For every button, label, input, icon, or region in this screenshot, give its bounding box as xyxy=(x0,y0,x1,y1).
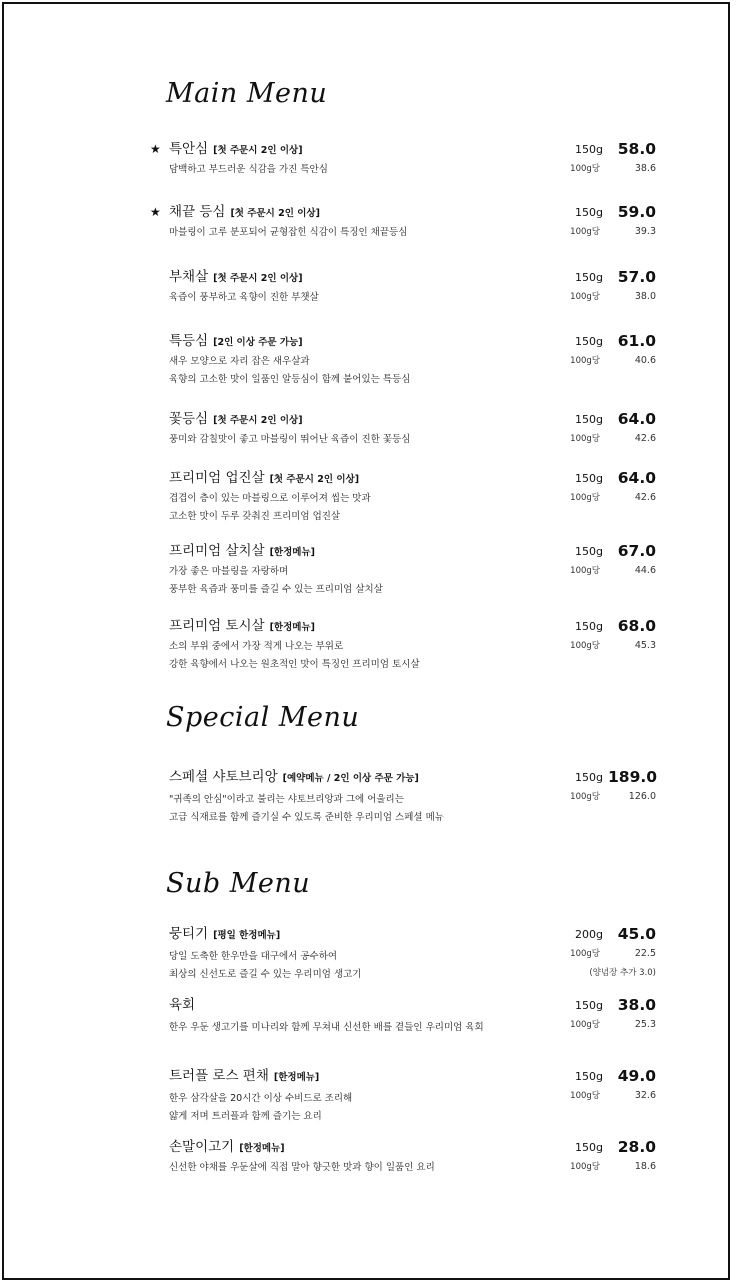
item-name: 프리미엄 토시살 [한정메뉴] xyxy=(169,618,315,634)
item-description: 최상의 신선도로 즐길 수 있는 우리미엄 생고기 xyxy=(169,969,362,980)
item-tag: [첫 주문시 2인 이상] xyxy=(230,208,320,219)
item-weight: 150g xyxy=(575,413,603,426)
item-weight: 150g xyxy=(575,771,603,784)
item-price: 68.0 xyxy=(617,617,656,635)
item-name: 스페셜 샤토브리앙 [예약메뉴 / 2인 이상 주문 가능] xyxy=(169,769,419,785)
item-description: 얇게 저며 트러플과 함께 즐기는 요리 xyxy=(169,1111,322,1122)
item-unit-price: 32.6 xyxy=(634,1090,656,1101)
item-weight: 150g xyxy=(575,143,603,156)
item-name: 채끝 등심 [첫 주문시 2인 이상] xyxy=(169,204,320,220)
item-unit-price: 44.6 xyxy=(634,565,656,576)
item-name: 트러플 로스 편채 [한정메뉴] xyxy=(169,1068,320,1084)
item-tag: [첫 주문시 2인 이상] xyxy=(269,474,360,485)
item-unit-price: 45.3 xyxy=(634,640,656,651)
item-weight: 150g xyxy=(575,271,603,284)
item-unit: 100g당 xyxy=(570,1162,600,1172)
item-name: 뭉티기 [평일 한정메뉴] xyxy=(169,926,281,942)
item-tag: [첫 주문시 2인 이상] xyxy=(213,415,303,426)
item-unit-price: 39.3 xyxy=(634,226,656,237)
item-description: 당일 도축한 한우만을 대구에서 공수하여 xyxy=(169,951,338,962)
item-name: 프리미엄 업진살 [첫 주문시 2인 이상] xyxy=(169,470,360,486)
item-weight: 150g xyxy=(575,472,603,485)
item-unit-price: 25.3 xyxy=(634,1019,656,1030)
item-unit-price: 42.6 xyxy=(634,433,656,444)
item-description: 가장 좋은 마블링을 자랑하며 xyxy=(169,566,289,577)
item-price: 45.0 xyxy=(617,925,656,943)
item-name: 특안심 [첫 주문시 2인 이상] xyxy=(169,141,303,157)
item-unit: 100g당 xyxy=(570,356,600,366)
item-price: 61.0 xyxy=(617,332,656,350)
item-weight: 150g xyxy=(575,999,603,1012)
item-unit-price: 38.6 xyxy=(634,163,656,174)
item-name: 프리미엄 살치살 [한정메뉴] xyxy=(169,543,315,559)
item-unit: 100g당 xyxy=(570,292,600,302)
item-weight: 150g xyxy=(575,1141,603,1154)
item-description: 겹겹이 층이 있는 마블링으로 이루어져 씹는 맛과 xyxy=(169,493,371,504)
item-description: 한우 삼각살을 20시간 이상 수비드로 조리해 xyxy=(169,1093,353,1104)
item-weight: 200g xyxy=(575,928,603,941)
item-unit-price: 42.6 xyxy=(634,492,656,503)
item-unit: 100g당 xyxy=(570,434,600,444)
star-icon: ★ xyxy=(150,142,161,156)
item-description: "귀족의 안심"이라고 불리는 샤토브리앙과 그에 어울리는 xyxy=(169,794,404,805)
item-unit-price: 40.6 xyxy=(634,355,656,366)
item-description: 풍부한 육즙과 풍미를 즐길 수 있는 프리미엄 살치살 xyxy=(169,584,383,595)
item-price: 64.0 xyxy=(617,410,656,428)
item-price: 38.0 xyxy=(617,996,656,1014)
item-price: 59.0 xyxy=(617,203,656,221)
item-unit: 100g당 xyxy=(570,227,600,237)
item-weight: 150g xyxy=(575,335,603,348)
item-description: 강한 육향에서 나오는 원초적인 맛이 특징인 프리미엄 토시살 xyxy=(169,659,420,670)
item-description: 신선한 야채를 우둔살에 직접 말아 향긋한 맛과 향이 일품인 요리 xyxy=(169,1162,435,1173)
star-icon: ★ xyxy=(150,205,161,219)
item-description: 육즙이 풍부하고 육향이 진한 부챗살 xyxy=(169,292,319,303)
item-unit: 100g당 xyxy=(570,493,600,503)
item-description: 마블링이 고루 분포되어 균형잡힌 식감이 특징인 채끝등심 xyxy=(169,227,408,238)
item-tag: [한정메뉴] xyxy=(273,1072,320,1083)
item-tag: [2인 이상 주문 가능] xyxy=(213,337,303,348)
item-price: 67.0 xyxy=(617,542,656,560)
item-unit-price: 18.6 xyxy=(634,1161,656,1172)
item-tag: [첫 주문시 2인 이상] xyxy=(213,145,303,156)
item-tag: [첫 주문시 2인 이상] xyxy=(213,273,303,284)
item-unit-price: 22.5 xyxy=(634,948,656,959)
item-tag: [예약메뉴 / 2인 이상 주문 가능] xyxy=(282,773,419,784)
item-description: 담백하고 부드러운 식감을 가진 특안심 xyxy=(169,164,328,175)
item-description: 한우 우둔 생고기를 미나리와 함께 무쳐내 신선한 배를 곁들인 우리미엄 육회 xyxy=(169,1022,484,1033)
item-unit: 100g당 xyxy=(570,566,600,576)
item-unit: 100g당 xyxy=(570,949,600,959)
item-tag: [한정메뉴] xyxy=(269,547,315,558)
section-title-main-menu: Main Menu xyxy=(166,78,328,109)
item-description: 새우 모양으로 자리 잡은 새우살과 xyxy=(169,356,310,367)
item-description: 육향의 고소한 맛이 일품인 알등심이 함께 붙어있는 특등심 xyxy=(169,374,411,385)
item-unit: 100g당 xyxy=(570,1020,600,1030)
item-price: 57.0 xyxy=(617,268,656,286)
item-name: 손말이고기 [한정메뉴] xyxy=(169,1139,285,1155)
item-weight: 150g xyxy=(575,1070,603,1083)
item-name: 육회 xyxy=(169,997,196,1013)
item-tag: [평일 한정메뉴] xyxy=(213,930,281,941)
item-price: 64.0 xyxy=(617,469,656,487)
item-price: 58.0 xyxy=(617,140,656,158)
item-unit-price: 38.0 xyxy=(634,291,656,302)
item-description: 소의 부위 중에서 가장 적게 나오는 부위로 xyxy=(169,641,344,652)
item-name: 부채살 [첫 주문시 2인 이상] xyxy=(169,269,303,285)
item-unit: 100g당 xyxy=(570,641,600,651)
item-weight: 150g xyxy=(575,206,603,219)
item-unit: 100g당 xyxy=(570,792,600,802)
item-weight: 150g xyxy=(575,620,603,633)
sauce-note: (양념장 추가 3.0) xyxy=(589,968,656,978)
item-tag: [한정메뉴] xyxy=(269,622,315,633)
item-price: 189.0 xyxy=(608,768,658,786)
item-weight: 150g xyxy=(575,545,603,558)
section-title-sub-menu: Sub Menu xyxy=(166,868,311,899)
section-title-special-menu: Special Menu xyxy=(166,702,360,733)
item-price: 49.0 xyxy=(617,1067,656,1085)
item-tag: [한정메뉴] xyxy=(239,1143,285,1154)
item-unit: 100g당 xyxy=(570,1091,600,1101)
item-name: 특등심 [2인 이상 주문 가능] xyxy=(169,333,303,349)
item-name: 꽃등심 [첫 주문시 2인 이상] xyxy=(169,411,303,427)
item-description: 고소한 맛이 두루 갖춰진 프리미엄 업진살 xyxy=(169,511,341,522)
item-description: 고급 식재료를 함께 즐기실 수 있도록 준비한 우리미엄 스페셜 메뉴 xyxy=(169,812,444,823)
item-price: 28.0 xyxy=(617,1138,656,1156)
item-unit-price: 126.0 xyxy=(628,791,656,802)
item-unit: 100g당 xyxy=(570,164,600,174)
item-description: 풍미와 감칠맛이 좋고 마블링이 뛰어난 육즙이 진한 꽃등심 xyxy=(169,434,411,445)
